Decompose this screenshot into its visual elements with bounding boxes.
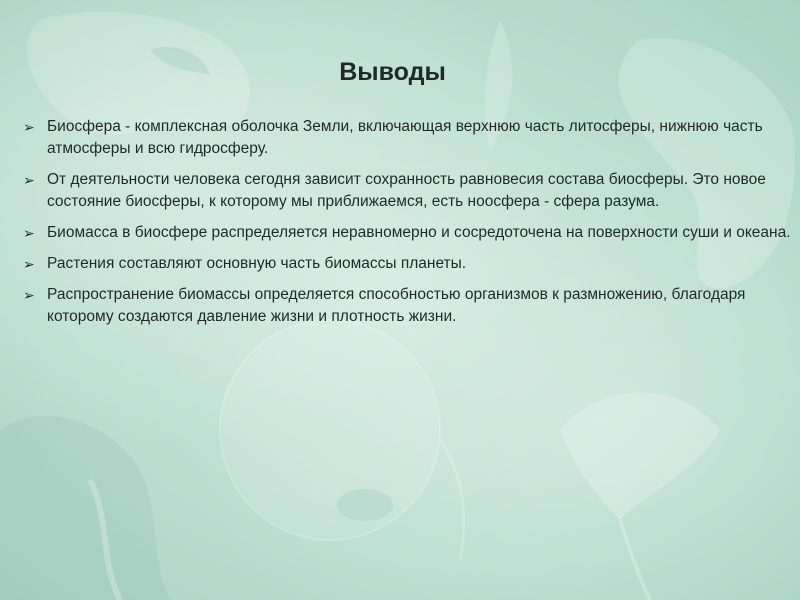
bullet-item xyxy=(22,169,794,213)
arrowhead-bullet-icon: ➢ xyxy=(23,172,35,188)
bullet-item xyxy=(22,222,794,244)
bullet-text: Растения составляют основную часть биомассы планеты. xyxy=(47,255,467,272)
bullet-list xyxy=(22,116,794,337)
bullet-text: Биомасса в биосфере распределяется неравномерно и сосредоточена на поверхности суши и океана. xyxy=(47,224,791,241)
slide-title: Выводы xyxy=(339,58,446,86)
arrowhead-bullet-icon: ➢ xyxy=(23,287,35,303)
bullet-text: Распространение биомассы определяется способностью организмов к размножению, благодаря которому создаются давление жизни и плотность жизни. xyxy=(47,286,746,325)
bullet-text: Биосфера - комплексная оболочка Земли, включающая верхнюю часть литосферы, нижнюю часть атмосферы и всю гидросферу. xyxy=(47,118,763,157)
arrowhead-bullet-icon: ➢ xyxy=(23,225,35,241)
bullet-text: От деятельности человека сегодня зависит сохранность равновесия состава биосферы. Это новое состояние биосферы, к которому мы приближаемся, есть ноосфера - сфера разума. xyxy=(47,171,766,210)
bullet-item xyxy=(22,253,794,275)
arrowhead-bullet-icon: ➢ xyxy=(23,256,35,272)
bullet-item xyxy=(22,284,794,328)
bullet-item xyxy=(22,116,794,160)
arrowhead-bullet-icon: ➢ xyxy=(23,119,35,135)
